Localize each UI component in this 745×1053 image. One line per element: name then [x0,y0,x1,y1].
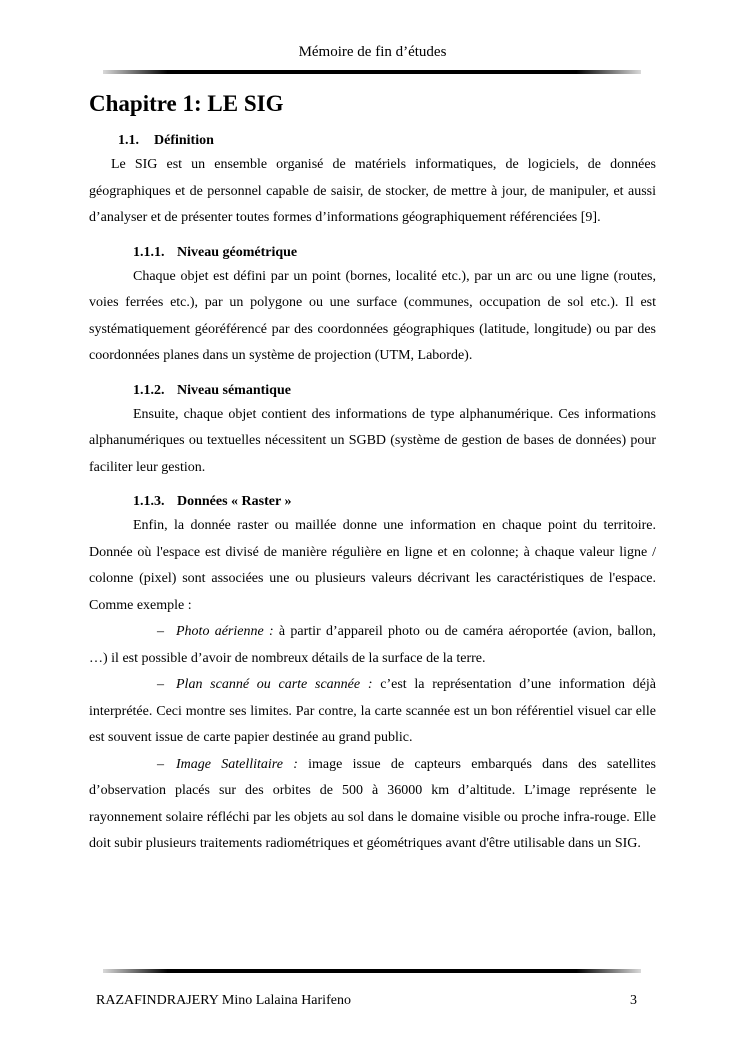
subsection-number: 1.1.3. [133,494,165,509]
page-body [89,88,656,858]
subsection-heading-semantique [89,380,656,402]
bullet-dash: – [157,624,164,639]
subsection-title: Niveau géométrique [177,244,298,260]
bullet-item [89,619,656,672]
bullet-text: c’est la représentation d’une information déjà interprétée. Ceci montre ses limites. Par contre, la carte scannée est un bon référentiel visuel car elle est souvent issue de carte papier destinée au grand public. [89,677,656,745]
footer-author: RAZAFINDRAJERY Mino Lalaina Harifeno [96,993,351,1008]
subsection-heading-raster [89,491,656,513]
subsection-number: 1.1.2. [133,382,165,398]
geometrique-paragraph: Chaque objet est défini par un point (bornes, localité etc.), par un arc ou une ligne (routes, voies ferrées etc.), par un polygone ou une surface (communes, occupation de sol etc.). Il est systématiquement géoréférencé par des coordonnées géographiques (latitude, longitude) ou par des coordonnées planes dans un système de projection (UTM, Laborde). [89,268,656,363]
bullet-dash: – [157,677,164,692]
running-header: Mémoire de fin d’études [298,44,447,60]
bullet-item [89,672,656,752]
bullet-term: Photo aérienne : [176,624,274,639]
bullet-dash: – [157,756,164,772]
subsection-title: Données « Raster » [177,494,292,509]
bullet-term: Plan scanné ou carte scannée : [176,677,373,692]
header-rule [103,70,641,74]
subsection-number: 1.1.1. [133,244,165,260]
chapter-title: Chapitre 1: LE SIG [89,91,284,116]
subsection-title: Niveau sémantique [177,382,291,398]
bullet-term: Image Satellitaire : [176,756,298,772]
definition-paragraph: Le SIG est un ensemble organisé de matériels informatiques, de logiciels, de données géographiques et de personnel capable de saisir, de stocker, de mettre à jour, de manipuler, et aussi d’analyser et de présenter toutes formes d’informations géographiquement référenciées [9]. [89,157,656,225]
bullet-item [89,752,656,858]
footer-rule [103,969,641,973]
subsection-heading-geometrique [89,242,656,264]
page-number: 3 [630,993,637,1008]
section-heading [89,130,656,152]
raster-paragraph: Enfin, la donnée raster ou maillée donne une information en chaque point du territoire. Donnée où l'espace est divisé de manière régulière en ligne et en colonne; à chaque valeur ligne / colonne (pixel) sont associées une ou plusieurs valeurs décrivant les caractéristiques de l'espace. Comme exemple : [89,518,656,613]
bullet-text: image issue de capteurs embarqués dans des satellites d’observation placés sur des orbites de 500 à 36000 km d’altitude. L’image représente le rayonnement solaire réfléchi par les objets au sol dans le domaine visible ou proche infra-rouge. Elle doit subir plusieurs traitements radiométriques et géométriques avant d'être utilisable dans un SIG. [89,756,657,851]
semantique-paragraph: Ensuite, chaque objet contient des informations de type alphanumérique. Ces informations alphanumériques ou textuelles nécessitent un SGBD (système de gestion de bases de données) pour faciliter leur gestion. [89,406,656,475]
bullet-text: à partir d’appareil photo ou de caméra aéroportée (avion, ballon, …) il est possible d’avoir de nombreux détails de la surface de la terre. [89,624,656,666]
section-title: Définition [154,133,214,148]
section-number: 1.1. [118,133,139,148]
